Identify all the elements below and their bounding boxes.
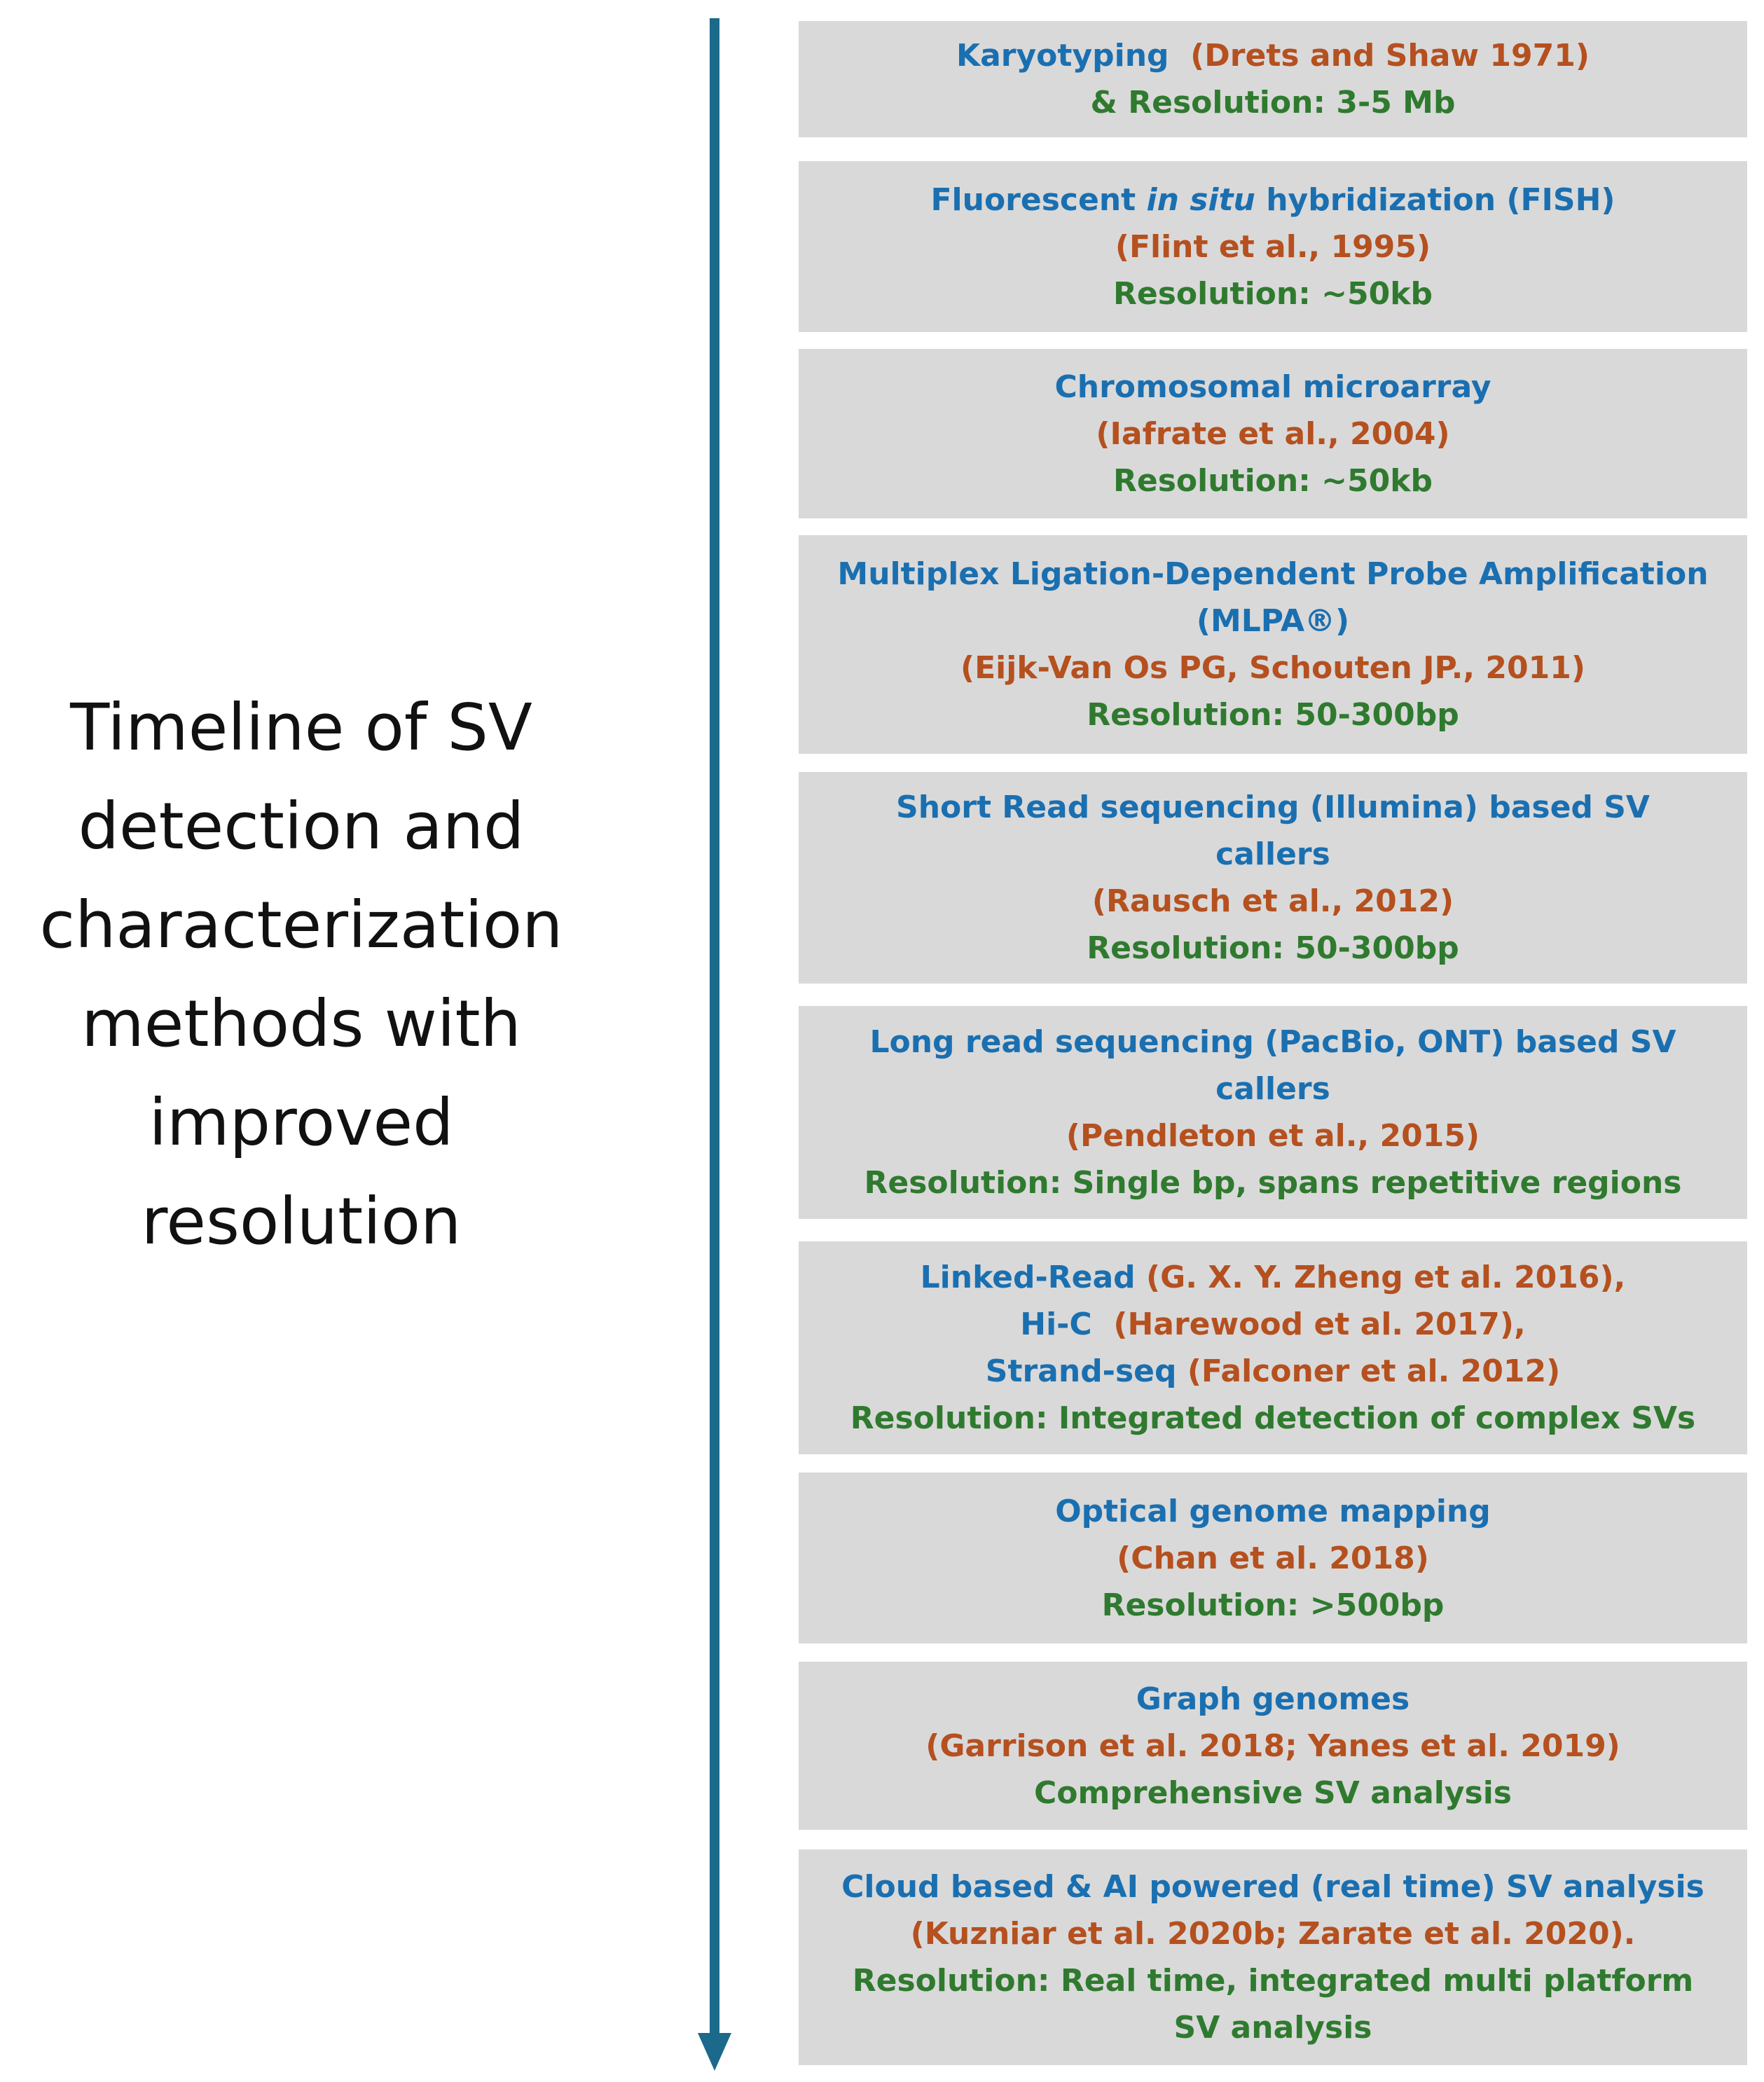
method-name: Optical genome mapping bbox=[1055, 1493, 1491, 1529]
citation: (Pendleton et al., 2015) bbox=[1066, 1118, 1480, 1154]
method-name: Linked-Read bbox=[920, 1260, 1136, 1295]
timeline-box-short-read bbox=[799, 772, 1747, 984]
resolution: Resolution: >500bp bbox=[1101, 1587, 1445, 1623]
citation: (Harewood et al. 2017), bbox=[1113, 1307, 1526, 1342]
citation: (Falconer et al. 2012) bbox=[1187, 1353, 1561, 1389]
method-name: Short Read sequencing (Illumina) based SV bbox=[896, 790, 1650, 825]
resolution: & Resolution: 3-5 Mb bbox=[1090, 85, 1456, 120]
resolution: Resolution: Integrated detection of complex SVs bbox=[850, 1400, 1696, 1436]
citation: (Rausch et al., 2012) bbox=[1091, 883, 1454, 919]
method-name: Long read sequencing (PacBio, ONT) based SV bbox=[869, 1024, 1676, 1060]
citation: (Chan et al. 2018) bbox=[1117, 1540, 1429, 1576]
resolution: Resolution: 50-300bp bbox=[1087, 697, 1459, 733]
timeline-arrow bbox=[694, 18, 736, 2074]
resolution: Comprehensive SV analysis bbox=[1034, 1774, 1512, 1811]
resolution: Resolution: ~50kb bbox=[1113, 462, 1433, 499]
timeline-box-fish bbox=[799, 161, 1747, 332]
timeline-box-graph-genomes bbox=[799, 1662, 1747, 1830]
timeline-box-optical-mapping bbox=[799, 1473, 1747, 1643]
method-name: callers bbox=[1215, 836, 1330, 872]
title-line: improved bbox=[149, 1085, 454, 1160]
citation: (Kuzniar et al. 2020b; Zarate et al. 2020). bbox=[910, 1916, 1636, 1952]
resolution: SV analysis bbox=[1173, 2010, 1372, 2046]
method-name: Graph genomes bbox=[1136, 1681, 1410, 1717]
citation: (Flint et al., 1995) bbox=[1115, 228, 1431, 265]
method-name: Multiplex Ligation-Dependent Probe Amplification bbox=[837, 556, 1709, 592]
title-line: detection and bbox=[78, 789, 525, 864]
timeline-arrow-icon bbox=[694, 18, 736, 2074]
citation: (Iafrate et al., 2004) bbox=[1096, 415, 1450, 452]
citation: (G. X. Y. Zheng et al. 2016), bbox=[1146, 1260, 1626, 1295]
method-name: callers bbox=[1215, 1071, 1330, 1107]
diagram-title bbox=[14, 678, 588, 1271]
method-name: Hi-C bbox=[1020, 1307, 1092, 1342]
method-name: Karyotyping bbox=[956, 38, 1169, 74]
method-name: (MLPA®) bbox=[1196, 603, 1350, 639]
title-line: characterization bbox=[39, 888, 563, 963]
timeline-box-linked-read bbox=[799, 1241, 1747, 1454]
citation: (Garrison et al. 2018; Yanes et al. 2019) bbox=[925, 1728, 1620, 1764]
timeline-box-microarray bbox=[799, 349, 1747, 518]
citation: (Eijk-Van Os PG, Schouten JP., 2011) bbox=[960, 650, 1585, 686]
method-name: Strand-seq bbox=[985, 1353, 1177, 1389]
method-name: Chromosomal microarray bbox=[1054, 368, 1491, 405]
timeline-box-cloud-ai bbox=[799, 1849, 1747, 2065]
resolution: Resolution: Real time, integrated multi platform bbox=[852, 1963, 1694, 1999]
method-name: Fluorescent in situ hybridization (FISH) bbox=[930, 181, 1615, 218]
resolution: Resolution: 50-300bp bbox=[1087, 930, 1459, 966]
timeline-arrow-head bbox=[698, 2033, 731, 2071]
method-name: Cloud based & AI powered (real time) SV analysis bbox=[841, 1869, 1704, 1905]
timeline-box-long-read bbox=[799, 1006, 1747, 1219]
citation: (Drets and Shaw 1971) bbox=[1190, 38, 1590, 74]
title-line: resolution bbox=[141, 1184, 462, 1259]
resolution: Resolution: Single bp, spans repetitive regions bbox=[864, 1165, 1682, 1201]
title-line: Timeline of SV bbox=[70, 690, 532, 765]
timeline-box-karyotyping bbox=[799, 21, 1747, 137]
resolution: Resolution: ~50kb bbox=[1113, 275, 1433, 312]
timeline-box-mlpa bbox=[799, 535, 1747, 754]
title-line: methods with bbox=[81, 986, 521, 1061]
